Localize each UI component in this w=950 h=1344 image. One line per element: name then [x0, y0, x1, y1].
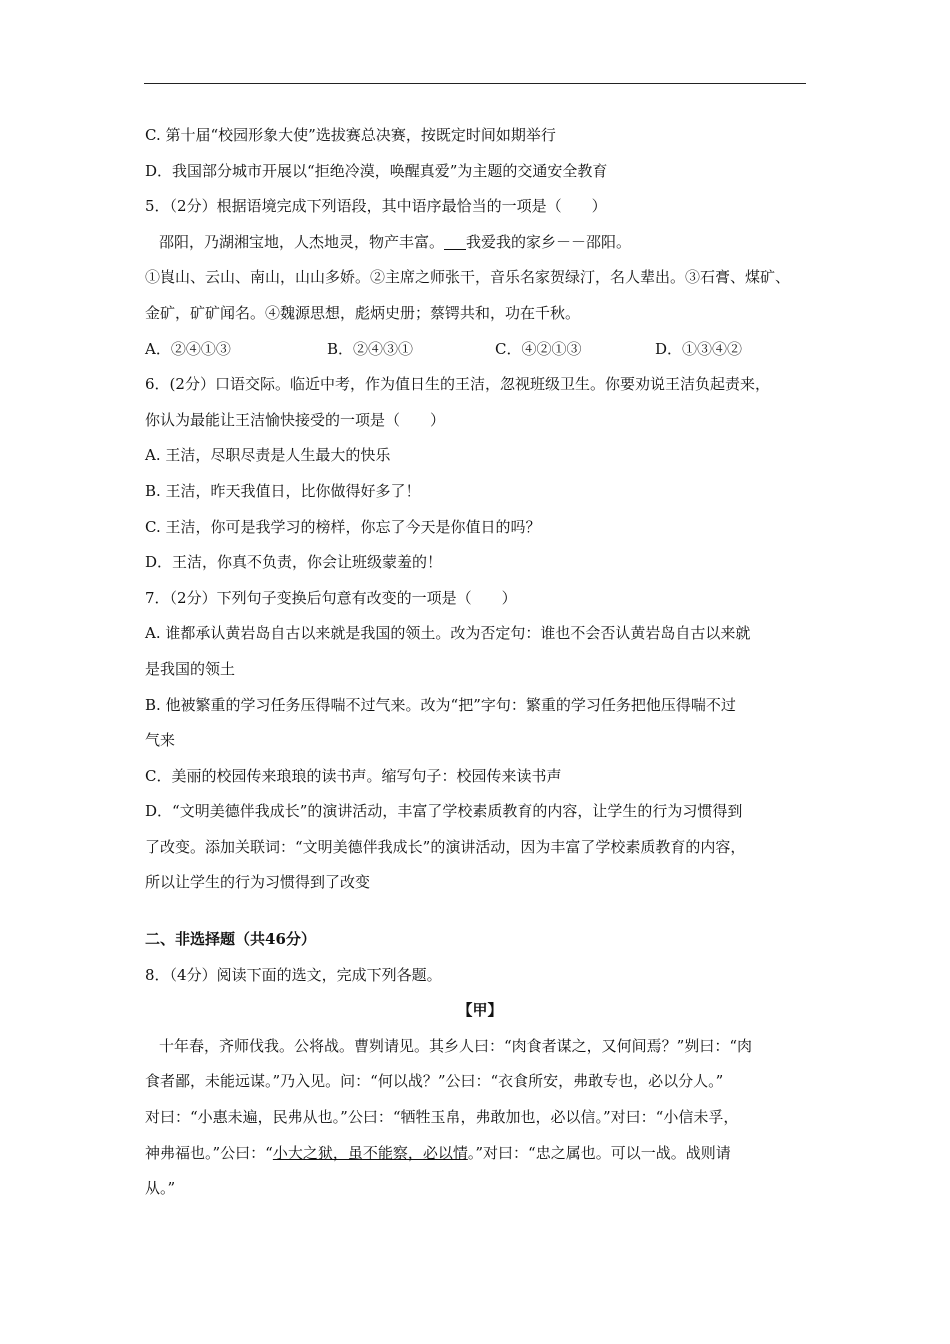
- q5-option-d: D．①③④②: [655, 339, 743, 358]
- q7-option-a-line2: 是我国的领土: [145, 659, 236, 678]
- q5-option-c: C．④②①③: [495, 339, 582, 358]
- q6-option-a: A. 王洁，尽职尽责是人生最大的快乐: [145, 446, 391, 465]
- passage-line1: 十年春，齐师伐我。公将战。曹刿请见。其乡人曰：“肉食者谋之，又何间焉？”刿曰：“肉: [159, 1036, 753, 1055]
- passage-line4: [145, 1136, 815, 1172]
- q6-stem-line1: 6．(2分）口语交际。临近中考，作为值日生的王洁，忽视班级卫生。你要劝说王洁负起责来，: [145, 375, 770, 394]
- passage-line4-before: 神弗福也。”公曰：“: [145, 1143, 273, 1162]
- q5-context-before: 邵阳，乃湖湘宝地，人杰地灵，物产丰富。: [159, 232, 445, 251]
- q7-option-d-line2: 了改变。添加关联词：“文明美德伴我成长”的演讲活动，因为丰富了学校素质教育的内容，: [145, 837, 746, 856]
- header-rule: [144, 83, 806, 84]
- section-2-title: 二、非选择题（共46分）: [145, 930, 316, 949]
- q7-option-a-line1: A. 谁都承认黄岩岛自古以来就是我国的领土。改为否定句：谁也不会否认黄岩岛自古以来就: [145, 624, 751, 643]
- q5-option-a: A．②④①③: [145, 339, 231, 358]
- q5-context: [145, 225, 815, 261]
- q6-option-c: C. 王洁，你可是我学习的榜样，你忘了今天是你值日的吗？: [145, 517, 541, 536]
- passage-line2: 食者鄙，未能远谋。”乃入见。问：“何以战？”公曰：“衣食所安，弗敢专也，必以分人。”: [145, 1072, 724, 1091]
- q5-blank: [444, 233, 466, 250]
- q6-stem-line2: 你认为最能让王洁愉快接受的一项是（ ）: [145, 410, 446, 429]
- passage-underlined-sentence: 小大之狱，虽不能察，必以情: [272, 1143, 468, 1162]
- q6-option-d: D．王洁，你真不负责，你会让班级蒙羞的！: [145, 553, 443, 572]
- q7-option-b-line2: 气来: [145, 731, 176, 750]
- document-body: [145, 118, 815, 1207]
- q7-option-b-line1: B. 他被繁重的学习任务压得喘不过气来。改为“把”字句：繁重的学习任务把他压得喘不过: [145, 695, 736, 714]
- q7-option-c: C．美丽的校园传来琅琅的读书声。缩写句子：校园传来读书声: [145, 766, 562, 785]
- q5-option-b: B．②④③①: [327, 339, 414, 358]
- q4-option-d: D．我国部分城市开展以“拒绝冷漠，唤醒真爱”为主题的交通安全教育: [145, 161, 608, 180]
- q5-items-line1: ①崀山、云山、南山，山山多娇。②主席之师张干，音乐名家贺绿汀，名人辈出。③石膏、煤矿、: [145, 268, 791, 287]
- q5-options: [145, 332, 815, 368]
- q4-option-c: C. 第十届“校园形象大使”选拔赛总决赛，按既定时间如期举行: [145, 126, 556, 144]
- passage-line5: 从。”: [145, 1179, 176, 1198]
- passage-title: 【甲】: [457, 1001, 503, 1020]
- q7-option-d-line3: 所以让学生的行为习惯得到了改变: [145, 873, 371, 892]
- q6-option-b: B. 王洁，昨天我值日，比你做得好多了！: [145, 481, 421, 500]
- passage-line4-after: 。”对曰：“忠之属也。可以一战。战则请: [467, 1143, 731, 1162]
- q5-context-after: 我爱我的家乡－－邵阳。: [466, 232, 632, 251]
- q7-stem: 7．（2分）下列句子变换后句意有改变的一项是（ ）: [145, 588, 517, 607]
- q7-option-d-line1: D．“文明美德伴我成长”的演讲活动，丰富了学校素质教育的内容，让学生的行为习惯得到: [145, 802, 743, 821]
- q8-stem: 8．（4分）阅读下面的选文，完成下列各题。: [145, 965, 442, 984]
- q5-items-line2: 金矿，矿矿闻名。④魏源思想，彪炳史册；蔡锷共和，功在千秋。: [145, 303, 581, 322]
- q5-stem: 5．（2分）根据语境完成下列语段，其中语序最恰当的一项是（ ）: [145, 197, 607, 216]
- passage-line3: 对曰：“小惠未遍，民弗从也。”公曰：“牺牲玉帛，弗敢加也，必以信。”对曰：“小信未孚，: [145, 1108, 739, 1127]
